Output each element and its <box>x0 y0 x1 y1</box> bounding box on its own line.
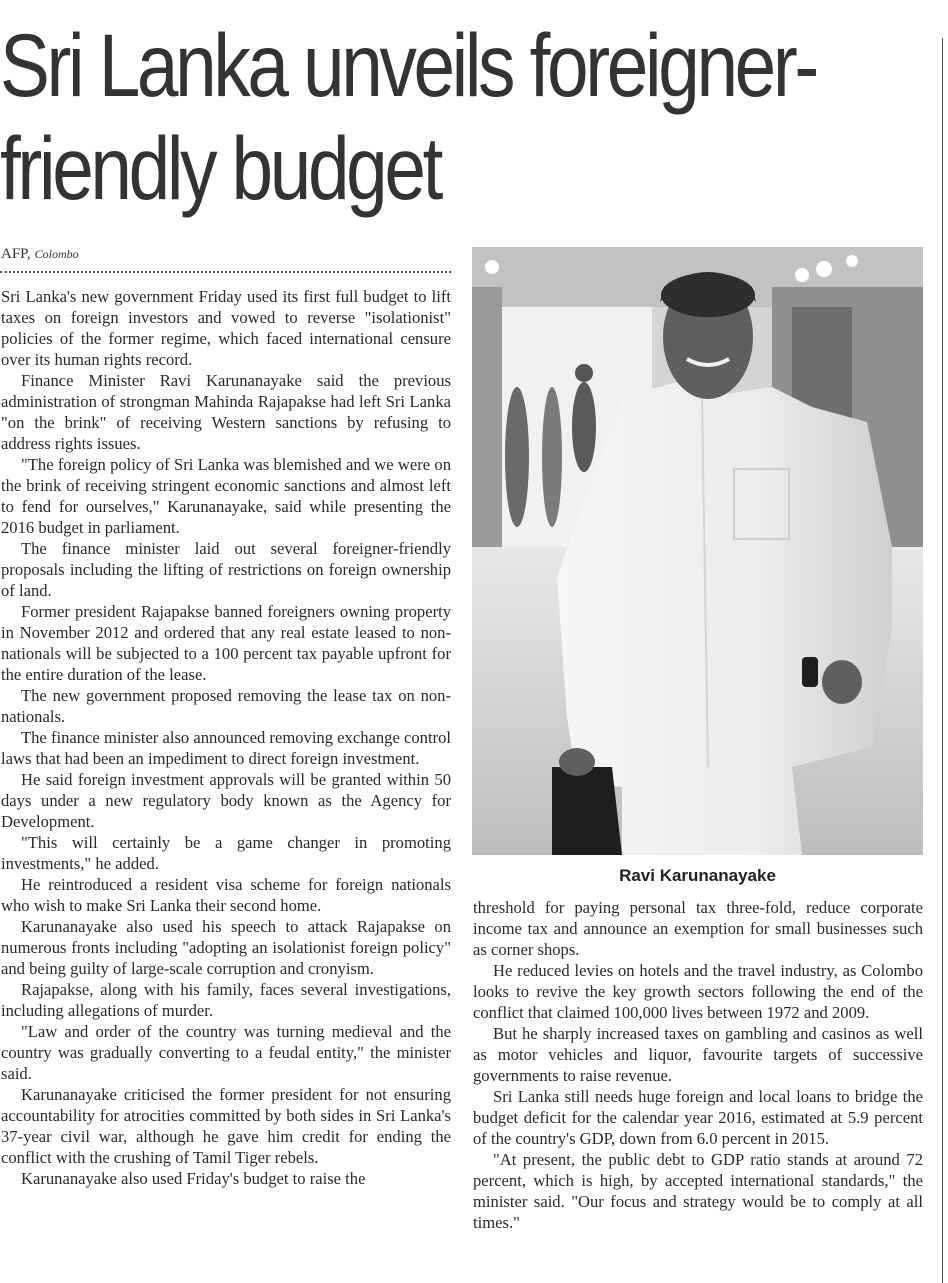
paragraph: Karunanayake also used his speech to attack Rajapakse on numerous fronts including "adopting an isolationist foreign policy" and being guilty of large-scale corruption and cronyism. <box>1 917 451 978</box>
dotted-divider <box>0 271 451 273</box>
paragraph: "This will certainly be a game changer in promoting investments," he added. <box>1 833 451 873</box>
headline-line-1: Sri Lanka unveils foreigner- <box>0 15 816 115</box>
paragraph: The new government proposed removing the lease tax on non-nationals. <box>1 686 451 726</box>
paragraph: Sri Lanka still needs huge foreign and local loans to bridge the budget deficit for the calendar year 2016, estimated at 5.9 percent of the country's GDP, down from 6.0 percent in 2015. <box>473 1087 923 1148</box>
paragraph: He said foreign investment approvals will be granted within 50 days under a new regulatory body known as the Agency for Development. <box>1 770 451 831</box>
paragraph: He reintroduced a resident visa scheme for foreign nationals who wish to make Sri Lanka their second home. <box>1 875 451 915</box>
paragraph: Karunanayake also used Friday's budget to raise the <box>21 1169 366 1188</box>
paragraph: "Law and order of the country was turning medieval and the country was gradually converting to a feudal entity," the minister said. <box>1 1022 451 1083</box>
photo-ravi-karunanayake <box>472 247 923 855</box>
article-body-right-column <box>473 897 923 1233</box>
paragraph: The finance minister laid out several foreigner-friendly proposals including the lifting of restrictions on foreign ownership of land. <box>1 539 451 600</box>
agency: AFP, <box>1 246 31 262</box>
dateline-place: Colombo <box>34 247 79 261</box>
photo-caption: Ravi Karunanayake <box>619 866 776 885</box>
paragraph: The finance minister also announced removing exchange control laws that had been an impediment to direct foreign investment. <box>1 728 451 768</box>
paragraph: But he sharply increased taxes on gambling and casinos as well as motor vehicles and liquor, favourite targets of successive governments to raise revenue. <box>473 1024 923 1085</box>
article-body-left-column <box>1 286 451 1189</box>
paragraph: Finance Minister Ravi Karunanayake said the previous administration of strongman Mahinda Rajapakse had left Sri Lanka "on the brink" of receiving Western sanctions by refusing to address rights issues. <box>1 371 451 453</box>
paragraph: He reduced levies on hotels and the travel industry, as Colombo looks to revive the key growth sectors following the end of the conflict that claimed 100,000 lives between 1972 and 2009. <box>473 961 923 1022</box>
column-rule <box>942 38 943 1283</box>
paragraph: Former president Rajapakse banned foreigners owning property in November 2012 and ordered that any real estate leased to non-nationals will be subjected to a 100 percent tax payable upfront for the entire duration of the lease. <box>1 602 451 684</box>
paragraph: Rajapakse, along with his family, faces several investigations, including allegations of murder. <box>1 980 451 1020</box>
headline <box>0 14 932 220</box>
photo-illustration <box>472 247 923 855</box>
paragraph: Sri Lanka's new government Friday used its first full budget to lift taxes on foreign investors and vowed to reverse "isolationist" policies of the former regime, which faced international censure over its human rights record. <box>1 287 451 369</box>
dateline <box>1 246 79 263</box>
headline-line-2: friendly budget <box>0 118 441 218</box>
paragraph: "The foreign policy of Sri Lanka was blemished and we were on the brink of receiving stringent economic sanctions and almost left to fend for ourselves," Karunanayake, said while presenting the 2016 budget in parliament. <box>1 455 451 537</box>
paragraph: Karunanayake criticised the former president for not ensuring accountability for atrocities committed by both sides in Sri Lanka's 37-year civil war, although he gave him credit for ending the conflict with the crushing of Tamil Tiger rebels. <box>1 1085 451 1167</box>
paragraph: "At present, the public debt to GDP ratio stands at around 72 percent, which is high, by accepted international standards," the minister said. "Our focus and strategy would be to comply at all times." <box>473 1150 923 1232</box>
paragraph: threshold for paying personal tax three-fold, reduce corporate income tax and announce an exemption for small businesses such as corner shops. <box>473 898 923 959</box>
